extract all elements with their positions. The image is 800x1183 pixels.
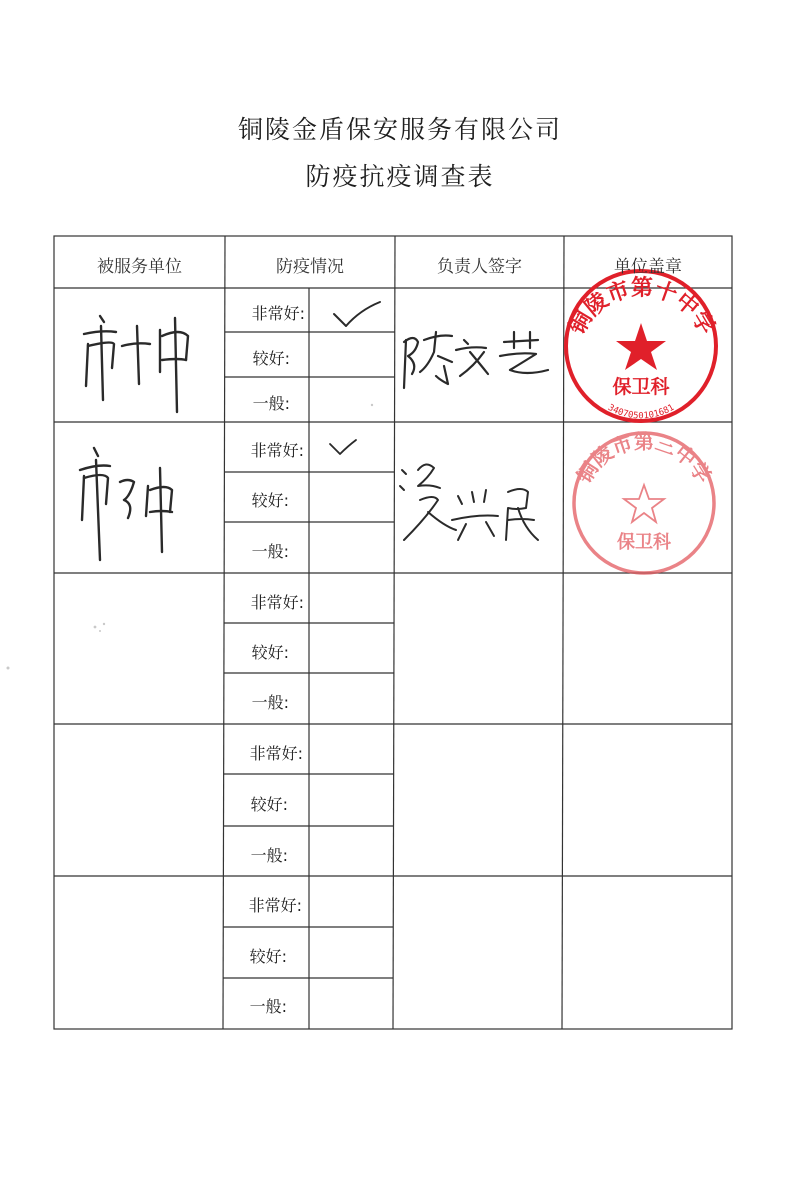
seal-row1 (564, 271, 720, 421)
col-divider-3 (562, 236, 564, 1029)
seal-row2-center-text: 保卫科 (617, 532, 671, 553)
rating-average-3: 一般: (251, 693, 289, 712)
rating-very-good-5: 非常好: (248, 896, 302, 915)
header-epidemic-status: 防疫情况 (276, 257, 344, 277)
rating-good-3: 较好: (251, 643, 289, 662)
check-mark-row1 (334, 302, 380, 326)
handwritten-unit-2 (80, 448, 172, 560)
form-title: 防疫抗疫调查表 (305, 162, 495, 191)
rating-very-good-1: 非常好: (251, 304, 305, 323)
rating-very-good-4: 非常好: (249, 744, 303, 763)
rating-average-1: 一般: (252, 394, 290, 413)
seal-row2-arc-text: 铜陵市第三中学 (572, 429, 716, 488)
scan-specks (7, 404, 374, 670)
header-seal: 单位盖章 (614, 257, 682, 277)
rating-good-2: 较好: (251, 491, 289, 510)
check-mark-row2 (330, 440, 356, 454)
seal-row1-center-text: 保卫科 (612, 376, 670, 398)
signature-row1 (404, 332, 548, 388)
company-name: 铜陵金盾保安服务有限公司 (237, 115, 562, 144)
seal-row1-number: 3407050101681 (605, 402, 677, 422)
rating-very-good-2: 非常好: (250, 441, 304, 460)
rating-very-good-3: 非常好: (250, 593, 304, 612)
rating-average-5: 一般: (249, 997, 287, 1016)
col-divider-2 (393, 236, 395, 1029)
rating-average-4: 一般: (250, 846, 288, 865)
header-served-unit: 被服务单位 (97, 257, 182, 277)
rating-good-1: 较好: (252, 349, 290, 368)
seal-row2 (571, 429, 715, 573)
signature-row2 (400, 464, 538, 540)
header-signature: 负责人签字 (437, 257, 522, 277)
handwritten-unit-1 (84, 316, 188, 412)
rating-good-5: 较好: (249, 947, 287, 966)
rating-good-4: 较好: (250, 795, 288, 814)
seal-row1-arc-text: 铜陵市第十中学 (565, 276, 719, 339)
rating-average-2: 一般: (251, 542, 289, 561)
